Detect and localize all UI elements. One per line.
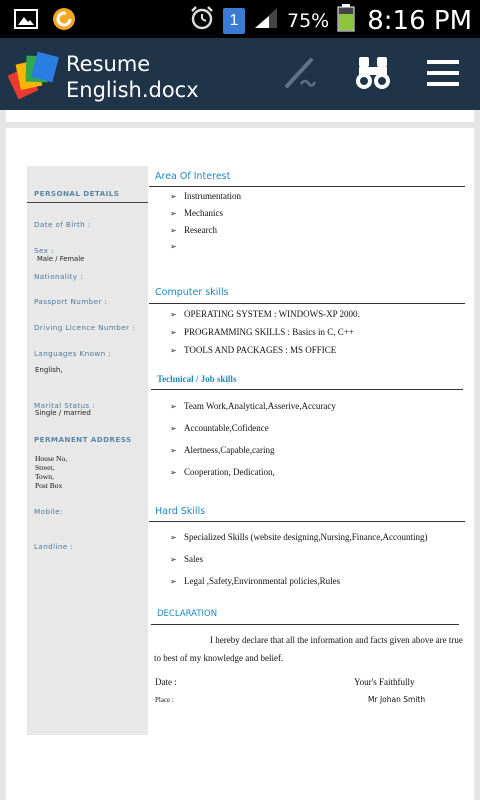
list-item: ➢ TOOLS AND PACKAGES : MS OFFICE <box>170 345 337 355</box>
closing-text: Your's Faithfully <box>354 677 415 687</box>
permanent-address-heading: PERMANENT ADDRESS <box>34 435 132 444</box>
signatory-name: Mr Johan Smith <box>368 695 426 704</box>
languages-label: Languages Known : <box>34 349 112 358</box>
app-logo-icon[interactable] <box>8 48 60 100</box>
section-divider <box>149 521 465 522</box>
list-item: ➢ Cooperation, Dedication, <box>170 467 275 477</box>
place-label: Place : <box>155 696 174 704</box>
date-label: Date : <box>155 677 177 687</box>
list-item: ➢ Team Work,Analytical,Asserive,Accuracy <box>170 401 336 411</box>
area-of-interest-heading: Area Of Interest <box>155 171 231 182</box>
list-item: ➢ Alertness,Capable,caring <box>170 445 275 455</box>
personal-details-sidebar <box>27 166 148 735</box>
landline-label: Landline : <box>34 542 74 551</box>
list-item: ➢ Specialized Skills (website designing,Nursing,Finance,Accounting) <box>170 532 428 542</box>
find-button[interactable] <box>353 56 393 94</box>
app-bar <box>0 38 480 110</box>
list-item: ➢ PROGRAMMING SKILLS : Basics in C, C++ <box>170 327 354 337</box>
alarm-icon <box>189 5 215 36</box>
dob-label: Date of Birth : <box>34 220 91 229</box>
list-item: ➢ Instrumentation <box>170 191 241 201</box>
technical-skills-heading: Technical / Job skills <box>157 374 237 384</box>
nationality-label: Nationality : <box>34 272 83 281</box>
status-bar <box>0 0 480 38</box>
languages-value: English, <box>35 366 63 374</box>
personal-details-heading: PERSONAL DETAILS <box>34 189 120 198</box>
computer-skills-heading: Computer skills <box>155 287 229 298</box>
sex-label: Sex : <box>34 246 54 255</box>
binoculars-icon <box>356 55 390 96</box>
marital-status-value: Single / married <box>35 409 91 417</box>
section-divider <box>151 624 459 625</box>
address-block: House No, Street, Town, Post Box <box>35 454 68 490</box>
battery-icon <box>337 4 355 37</box>
menu-button[interactable] <box>423 56 463 94</box>
calendar-badge-icon: 1 <box>223 8 245 34</box>
pen-icon <box>281 54 319 97</box>
mobile-label: Mobile: <box>34 507 63 516</box>
clock: 8:16 PM <box>367 5 472 36</box>
section-divider <box>149 186 465 187</box>
list-item: ➢ Sales <box>170 554 203 564</box>
licence-label: Driving Licence Number : <box>34 323 135 332</box>
list-item: ➢ Mechanics <box>170 208 223 218</box>
declaration-text: I hereby declare that all the information and facts given above are true to best of my knowledge and belief. <box>154 635 463 663</box>
list-item: ➢ Accountable,Cofidence <box>170 423 269 433</box>
gallery-notification-icon <box>14 8 38 35</box>
hard-skills-heading: Hard Skills <box>155 506 206 517</box>
passport-label: Passport Number : <box>34 297 108 306</box>
hamburger-menu-icon <box>425 57 461 94</box>
previous-page-edge <box>6 110 474 122</box>
signal-icon <box>253 6 279 35</box>
sidebar-divider <box>27 202 148 203</box>
document-viewer[interactable] <box>0 110 480 800</box>
pen-edit-button[interactable] <box>280 56 320 94</box>
app-notification-icon <box>52 7 76 36</box>
list-item: ➢ OPERATING SYSTEM : WINDOWS-XP 2000. <box>170 309 360 319</box>
section-divider <box>151 389 463 390</box>
list-item: ➢ Research <box>170 225 217 235</box>
list-item: ➢ Legal ,Safety,Environmental policies,Rules <box>170 576 341 586</box>
sex-value: Male / Female <box>37 255 85 263</box>
section-divider <box>149 303 465 304</box>
list-item: ➢ <box>170 242 177 251</box>
declaration-heading: DECLARATION <box>157 609 218 619</box>
document-page <box>6 128 474 800</box>
battery-percent: 75% <box>287 9 330 32</box>
marital-status-label: Marital Status : <box>34 401 96 410</box>
document-title: Resume English.docx <box>66 52 199 102</box>
